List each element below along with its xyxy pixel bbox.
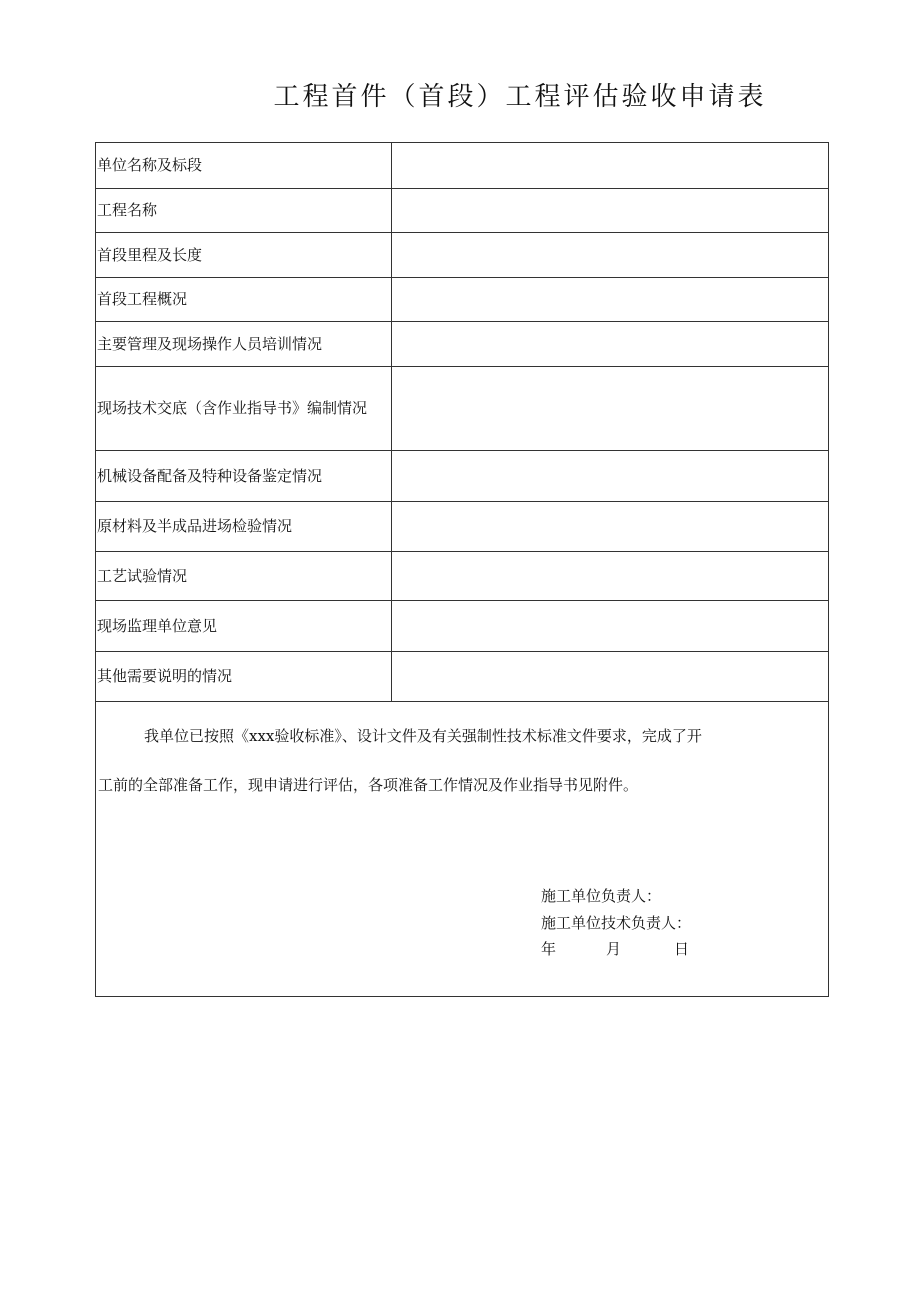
statement-row (96, 702, 829, 997)
row-label: 原材料及半成品进场检验情况 (96, 502, 392, 552)
statement-cell (96, 702, 829, 997)
table-row (96, 233, 829, 278)
row-value-field[interactable] (392, 143, 829, 189)
row-value-field[interactable] (392, 652, 829, 702)
table-row (96, 552, 829, 601)
row-value-field[interactable] (392, 451, 829, 502)
statement-line-2: 工前的全部准备工作，现申请进行评估，各项准备工作情况及作业指导书见附件。 (98, 776, 639, 794)
tech-leader-signature-label: 施工单位技术负责人： (541, 914, 692, 932)
row-label: 首段里程及长度 (96, 233, 392, 278)
table-row (96, 367, 829, 451)
row-label: 主要管理及现场操作人员培训情况 (96, 322, 392, 367)
row-label: 现场技术交底（含作业指导书》编制情况 (96, 367, 392, 451)
row-value-field[interactable] (392, 278, 829, 322)
date-month-label: 月 (606, 940, 622, 958)
date-day-label: 日 (674, 940, 690, 958)
table-row (96, 601, 829, 652)
table-row (96, 143, 829, 189)
row-label: 其他需要说明的情况 (96, 652, 392, 702)
row-value-field[interactable] (392, 367, 829, 451)
page-title: 工程首件（首段）工程评估验收申请表 (273, 82, 767, 112)
table-row (96, 322, 829, 367)
table-row (96, 278, 829, 322)
statement-area (96, 702, 828, 996)
date-year-label: 年 (541, 940, 557, 958)
table-row (96, 451, 829, 502)
row-value-field[interactable] (392, 233, 829, 278)
row-value-field[interactable] (392, 502, 829, 552)
row-label: 首段工程概况 (96, 278, 392, 322)
row-label: 工艺试验情况 (96, 552, 392, 601)
leader-signature-label: 施工单位负责人： (541, 887, 662, 905)
statement-line-1: 我单位已按照《xxx验收标准》、设计文件及有关强制性技术标准文件要求，完成了开 (144, 727, 702, 745)
row-label: 机械设备配备及特种设备鉴定情况 (96, 451, 392, 502)
table-row (96, 502, 829, 552)
row-label: 现场监理单位意见 (96, 601, 392, 652)
row-label: 单位名称及标段 (96, 143, 392, 189)
table-row (96, 652, 829, 702)
table-row (96, 189, 829, 233)
row-value-field[interactable] (392, 322, 829, 367)
row-value-field[interactable] (392, 601, 829, 652)
row-label: 工程名称 (96, 189, 392, 233)
row-value-field[interactable] (392, 189, 829, 233)
row-value-field[interactable] (392, 552, 829, 601)
application-form (95, 142, 829, 997)
